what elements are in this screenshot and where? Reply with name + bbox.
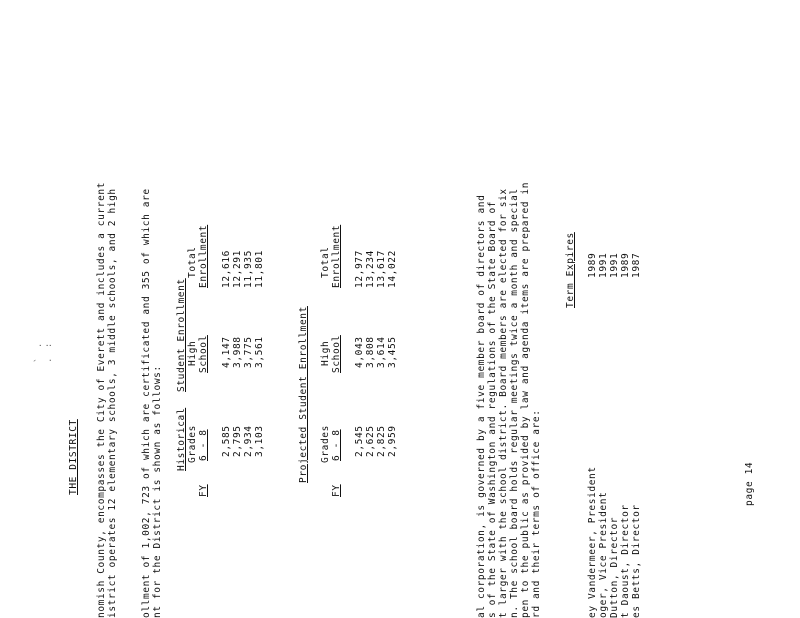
projected-col-range: 6 - 8 bbox=[331, 429, 342, 461]
historical-high-1: 4,147 bbox=[221, 336, 232, 368]
historical-col-total: Total bbox=[187, 246, 198, 278]
historical-total-2: 12,291 bbox=[232, 250, 243, 288]
historical-grades-1: 2,585 bbox=[221, 425, 232, 457]
historical-title-b: Student Enrollment bbox=[176, 278, 187, 392]
historical-total-3: 11,935 bbox=[243, 250, 254, 288]
historical-grades-2: 2,795 bbox=[232, 425, 243, 457]
member-term-3: 1991 bbox=[609, 252, 620, 278]
page-number: page 14 bbox=[744, 461, 755, 506]
board-line-4: n. The school board holds regular meetings twice a month and special bbox=[509, 188, 520, 618]
projected-high-1: 4,043 bbox=[354, 336, 365, 368]
staff-line-1: ollment of 1,002, 723 of which are certificated and 355 of which are bbox=[141, 188, 152, 618]
projected-grades-4: 2,959 bbox=[387, 425, 398, 457]
projected-grades-2: 2,625 bbox=[365, 425, 376, 457]
historical-high-4: 3,561 bbox=[254, 336, 265, 368]
historical-total-1: 12,616 bbox=[221, 250, 232, 288]
projected-col-school: School bbox=[331, 335, 342, 373]
historical-col-high: High bbox=[187, 340, 198, 366]
historical-col-range: 6 - 8 bbox=[198, 429, 209, 461]
member-name-2: oger, Vice President bbox=[598, 491, 609, 618]
historical-col-school: School bbox=[198, 335, 209, 373]
board-line-1: al corporation, is governed by a five member board of directors and bbox=[476, 194, 487, 618]
projected-high-3: 3,614 bbox=[376, 336, 387, 368]
member-term-2: 1991 bbox=[598, 252, 609, 278]
projected-total-2: 13,234 bbox=[365, 250, 376, 288]
member-name-5: es Betts, Director bbox=[631, 504, 642, 618]
projected-grades-1: 2,545 bbox=[354, 425, 365, 457]
staff-line-2: nt for the District is shown as follows: bbox=[152, 365, 163, 618]
projected-total-3: 13,617 bbox=[376, 250, 387, 288]
projected-title: Projected Student Enrollment bbox=[298, 306, 309, 483]
intro-line-1: nomish County, encompasses the City of Everett and includes a current bbox=[96, 181, 107, 618]
member-name-3: Dutton, Director bbox=[609, 516, 620, 618]
projected-total-4: 14,022 bbox=[387, 250, 398, 288]
projected-col-fy: FY bbox=[331, 484, 342, 497]
board-line-6: rd and their terms of office are: bbox=[531, 409, 542, 618]
projected-col-high: High bbox=[320, 340, 331, 366]
projected-col-enrollment: Enrollment bbox=[331, 224, 342, 288]
intro-line-2: istrict operates 12 elementary schools, 3 middle schools, and 2 high bbox=[107, 188, 118, 618]
historical-high-2: 3,988 bbox=[232, 336, 243, 368]
member-name-1: ey Vandermeer, President bbox=[587, 466, 598, 618]
historical-title-a: Historical bbox=[176, 407, 187, 471]
scan-marks: ` . . : bbox=[34, 340, 54, 363]
member-term-1: 1989 bbox=[587, 252, 598, 278]
projected-high-2: 3,808 bbox=[365, 336, 376, 368]
historical-col-grades: Grades bbox=[187, 425, 198, 463]
term-expires-header: Term Expires bbox=[565, 232, 576, 308]
historical-grades-4: 3,103 bbox=[254, 425, 265, 457]
projected-col-grades: Grades bbox=[320, 425, 331, 463]
section-title: THE DISTRICT bbox=[68, 419, 79, 495]
member-term-4: 1989 bbox=[620, 252, 631, 278]
member-term-5: 1987 bbox=[631, 252, 642, 278]
projected-high-4: 3,455 bbox=[387, 336, 398, 368]
historical-col-enrollment: Enrollment bbox=[198, 224, 209, 288]
projected-col-total: Total bbox=[320, 246, 331, 278]
historical-high-3: 3,775 bbox=[243, 336, 254, 368]
projected-grades-3: 2,825 bbox=[376, 425, 387, 457]
board-line-3: t larger with the school district. Board members are elected for six bbox=[498, 188, 509, 618]
member-name-4: t Daoust, Director bbox=[620, 504, 631, 618]
historical-grades-3: 2,934 bbox=[243, 425, 254, 457]
board-line-2: s of the State of Washington and regulations of the State Board of bbox=[487, 200, 498, 618]
historical-total-4: 11,801 bbox=[254, 250, 265, 288]
historical-col-fy: FY bbox=[198, 484, 209, 497]
board-line-5: pen to the public as provided by law and agenda items are prepared in bbox=[520, 181, 531, 618]
projected-total-1: 12,977 bbox=[354, 250, 365, 288]
